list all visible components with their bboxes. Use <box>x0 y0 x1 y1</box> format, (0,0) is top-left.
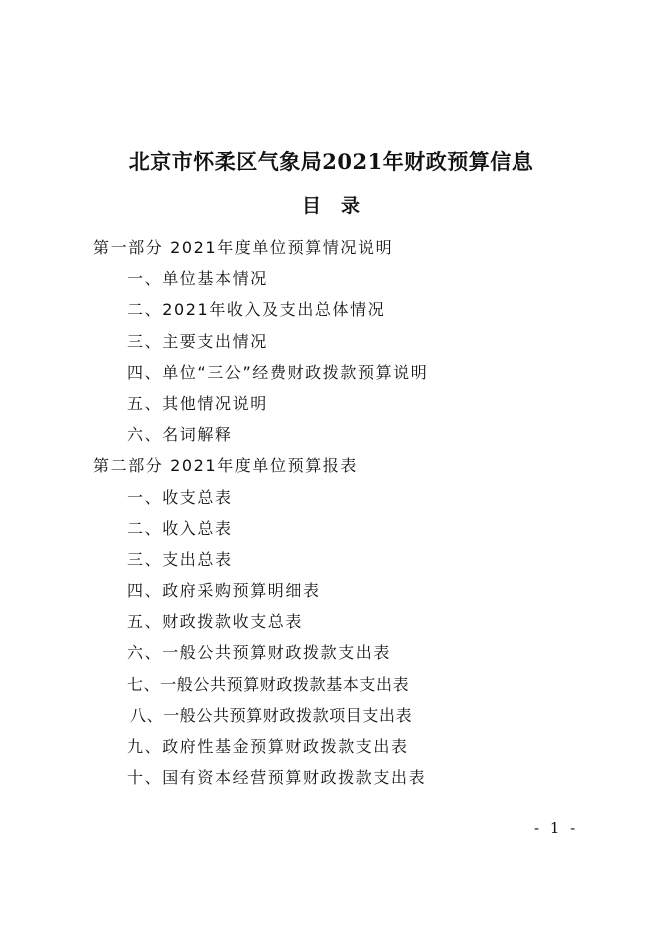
toc-item: 一、收支总表 <box>127 487 233 507</box>
toc-item: 八、一般公共预算财政拨款项目支出表 <box>130 705 413 725</box>
toc-item: 十、国有资本经营预算财政拨款支出表 <box>127 768 427 788</box>
table-of-contents <box>93 234 593 795</box>
toc-item: 六、名词解释 <box>127 425 233 445</box>
toc-item: 四、单位“三公”经费财政拨款预算说明 <box>127 362 429 382</box>
toc-item: 七、一般公共预算财政拨款基本支出表 <box>127 674 410 694</box>
toc-item: 九、政府性基金预算财政拨款支出表 <box>127 737 409 756</box>
toc-item: 五、财政拨款收支总表 <box>127 612 304 632</box>
toc-item: 五、其他情况说明 <box>127 393 268 413</box>
toc-part-2: 第二部分 2021年度单位预算报表 <box>93 456 359 476</box>
toc-item: 一、单位基本情况 <box>127 269 268 289</box>
toc-part-1: 第一部分 2021年度单位预算情况说明 <box>93 238 394 257</box>
toc-item: 四、政府采购预算明细表 <box>127 581 321 601</box>
toc-item: 六、一般公共预算财政拨款支出表 <box>127 643 392 663</box>
toc-item: 三、主要支出情况 <box>127 331 268 351</box>
document-title: 北京市怀柔区气象局2021年财政预算信息 <box>128 149 534 174</box>
page-number: - 1 - <box>534 819 579 837</box>
toc-heading: 目录 <box>301 195 380 217</box>
toc-item: 二、2021年收入及支出总体情况 <box>127 300 386 320</box>
toc-item: 三、支出总表 <box>127 549 233 569</box>
toc-item: 二、收入总表 <box>127 518 233 538</box>
